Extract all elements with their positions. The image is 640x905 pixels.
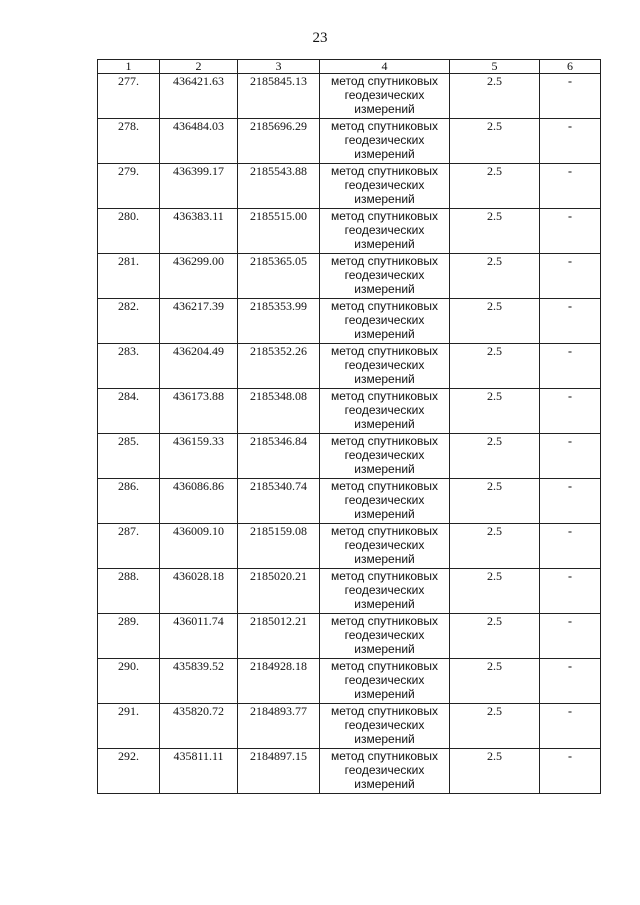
y-coordinate-cell: 2185348.08 bbox=[238, 389, 320, 434]
y-coordinate-cell: 2185353.99 bbox=[238, 299, 320, 344]
method-cell bbox=[320, 254, 450, 299]
table-row bbox=[98, 479, 601, 524]
method-line: геодезических bbox=[344, 493, 425, 507]
table-row bbox=[98, 569, 601, 614]
note-cell: - bbox=[540, 479, 601, 524]
method-line: метод спутниковых bbox=[330, 254, 438, 268]
method-line: геодезических bbox=[344, 448, 425, 462]
coordinates-table bbox=[97, 59, 601, 794]
note-cell: - bbox=[540, 434, 601, 479]
point-number-cell: 280. bbox=[98, 209, 160, 254]
column-header: 4 bbox=[320, 60, 450, 74]
method-line: измерений bbox=[354, 507, 415, 521]
point-number-cell: 279. bbox=[98, 164, 160, 209]
method-line: метод спутниковых bbox=[330, 479, 438, 493]
method-line: геодезических bbox=[344, 133, 425, 147]
point-number-cell: 290. bbox=[98, 659, 160, 704]
accuracy-cell: 2.5 bbox=[450, 749, 540, 794]
table-row bbox=[98, 704, 601, 749]
method-cell bbox=[320, 434, 450, 479]
method-cell bbox=[320, 209, 450, 254]
y-coordinate-cell: 2184928.18 bbox=[238, 659, 320, 704]
point-number-cell: 285. bbox=[98, 434, 160, 479]
x-coordinate-cell: 435811.11 bbox=[160, 749, 238, 794]
note-cell: - bbox=[540, 524, 601, 569]
method-cell bbox=[320, 749, 450, 794]
y-coordinate-cell: 2185845.13 bbox=[238, 74, 320, 119]
method-cell bbox=[320, 389, 450, 434]
method-cell bbox=[320, 299, 450, 344]
x-coordinate-cell: 435839.52 bbox=[160, 659, 238, 704]
method-line: геодезических bbox=[344, 358, 425, 372]
table-row bbox=[98, 299, 601, 344]
method-line: геодезических bbox=[344, 538, 425, 552]
point-number-cell: 288. bbox=[98, 569, 160, 614]
accuracy-cell: 2.5 bbox=[450, 479, 540, 524]
accuracy-cell: 2.5 bbox=[450, 614, 540, 659]
method-line: измерений bbox=[354, 687, 415, 701]
method-line: измерений bbox=[354, 147, 415, 161]
note-cell: - bbox=[540, 569, 601, 614]
accuracy-cell: 2.5 bbox=[450, 254, 540, 299]
table-row bbox=[98, 614, 601, 659]
table-row bbox=[98, 119, 601, 164]
method-line: измерений bbox=[354, 642, 415, 656]
x-coordinate-cell: 436399.17 bbox=[160, 164, 238, 209]
column-header: 2 bbox=[160, 60, 238, 74]
note-cell: - bbox=[540, 614, 601, 659]
method-line: геодезических bbox=[344, 268, 425, 282]
method-line: метод спутниковых bbox=[330, 524, 438, 538]
table-row bbox=[98, 344, 601, 389]
y-coordinate-cell: 2184893.77 bbox=[238, 704, 320, 749]
method-cell bbox=[320, 164, 450, 209]
x-coordinate-cell: 436086.86 bbox=[160, 479, 238, 524]
table-row bbox=[98, 254, 601, 299]
y-coordinate-cell: 2185020.21 bbox=[238, 569, 320, 614]
note-cell: - bbox=[540, 74, 601, 119]
table-row bbox=[98, 74, 601, 119]
y-coordinate-cell: 2185696.29 bbox=[238, 119, 320, 164]
table-row bbox=[98, 659, 601, 704]
note-cell: - bbox=[540, 389, 601, 434]
method-line: геодезических bbox=[344, 178, 425, 192]
method-line: метод спутниковых bbox=[330, 209, 438, 223]
method-line: геодезических bbox=[344, 583, 425, 597]
accuracy-cell: 2.5 bbox=[450, 569, 540, 614]
y-coordinate-cell: 2184897.15 bbox=[238, 749, 320, 794]
x-coordinate-cell: 436011.74 bbox=[160, 614, 238, 659]
accuracy-cell: 2.5 bbox=[450, 74, 540, 119]
accuracy-cell: 2.5 bbox=[450, 209, 540, 254]
method-cell bbox=[320, 74, 450, 119]
note-cell: - bbox=[540, 704, 601, 749]
method-line: метод спутниковых bbox=[330, 74, 438, 88]
accuracy-cell: 2.5 bbox=[450, 119, 540, 164]
point-number-cell: 282. bbox=[98, 299, 160, 344]
point-number-cell: 283. bbox=[98, 344, 160, 389]
y-coordinate-cell: 2185340.74 bbox=[238, 479, 320, 524]
table-row bbox=[98, 209, 601, 254]
method-cell bbox=[320, 659, 450, 704]
method-line: измерений bbox=[354, 462, 415, 476]
note-cell: - bbox=[540, 299, 601, 344]
point-number-cell: 286. bbox=[98, 479, 160, 524]
method-line: метод спутниковых bbox=[330, 614, 438, 628]
point-number-cell: 281. bbox=[98, 254, 160, 299]
method-line: метод спутниковых bbox=[330, 299, 438, 313]
note-cell: - bbox=[540, 659, 601, 704]
method-line: метод спутниковых bbox=[330, 344, 438, 358]
method-line: геодезических bbox=[344, 313, 425, 327]
method-line: метод спутниковых bbox=[330, 569, 438, 583]
y-coordinate-cell: 2185159.08 bbox=[238, 524, 320, 569]
method-line: геодезических bbox=[344, 403, 425, 417]
method-line: метод спутниковых bbox=[330, 164, 438, 178]
method-line: измерений bbox=[354, 552, 415, 566]
point-number-cell: 277. bbox=[98, 74, 160, 119]
x-coordinate-cell: 436028.18 bbox=[160, 569, 238, 614]
column-header: 1 bbox=[98, 60, 160, 74]
point-number-cell: 292. bbox=[98, 749, 160, 794]
method-line: измерений bbox=[354, 777, 415, 791]
column-header: 6 bbox=[540, 60, 601, 74]
method-line: метод спутниковых bbox=[330, 749, 438, 763]
x-coordinate-cell: 436383.11 bbox=[160, 209, 238, 254]
method-cell bbox=[320, 479, 450, 524]
x-coordinate-cell: 436484.03 bbox=[160, 119, 238, 164]
method-cell bbox=[320, 569, 450, 614]
table-row bbox=[98, 164, 601, 209]
method-line: измерений bbox=[354, 597, 415, 611]
x-coordinate-cell: 436204.49 bbox=[160, 344, 238, 389]
accuracy-cell: 2.5 bbox=[450, 524, 540, 569]
x-coordinate-cell: 435820.72 bbox=[160, 704, 238, 749]
method-line: измерений bbox=[354, 327, 415, 341]
table-body bbox=[98, 74, 601, 794]
method-line: измерений bbox=[354, 192, 415, 206]
x-coordinate-cell: 436009.10 bbox=[160, 524, 238, 569]
method-line: измерений bbox=[354, 732, 415, 746]
method-cell bbox=[320, 614, 450, 659]
point-number-cell: 289. bbox=[98, 614, 160, 659]
method-line: измерений bbox=[354, 372, 415, 386]
method-line: измерений bbox=[354, 102, 415, 116]
note-cell: - bbox=[540, 119, 601, 164]
note-cell: - bbox=[540, 209, 601, 254]
y-coordinate-cell: 2185365.05 bbox=[238, 254, 320, 299]
y-coordinate-cell: 2185515.00 bbox=[238, 209, 320, 254]
accuracy-cell: 2.5 bbox=[450, 659, 540, 704]
accuracy-cell: 2.5 bbox=[450, 344, 540, 389]
method-line: измерений bbox=[354, 282, 415, 296]
method-line: геодезических bbox=[344, 628, 425, 642]
method-line: метод спутниковых bbox=[330, 659, 438, 673]
method-cell bbox=[320, 344, 450, 389]
method-cell bbox=[320, 524, 450, 569]
y-coordinate-cell: 2185346.84 bbox=[238, 434, 320, 479]
accuracy-cell: 2.5 bbox=[450, 434, 540, 479]
method-line: измерений bbox=[354, 417, 415, 431]
method-line: геодезических bbox=[344, 673, 425, 687]
method-line: метод спутниковых bbox=[330, 704, 438, 718]
x-coordinate-cell: 436159.33 bbox=[160, 434, 238, 479]
point-number-cell: 284. bbox=[98, 389, 160, 434]
y-coordinate-cell: 2185352.26 bbox=[238, 344, 320, 389]
method-line: геодезических bbox=[344, 223, 425, 237]
method-line: измерений bbox=[354, 237, 415, 251]
accuracy-cell: 2.5 bbox=[450, 389, 540, 434]
column-header: 3 bbox=[238, 60, 320, 74]
note-cell: - bbox=[540, 254, 601, 299]
method-line: геодезических bbox=[344, 88, 425, 102]
table-row bbox=[98, 749, 601, 794]
accuracy-cell: 2.5 bbox=[450, 299, 540, 344]
method-line: метод спутниковых bbox=[330, 119, 438, 133]
page-number: 23 bbox=[312, 30, 328, 46]
x-coordinate-cell: 436217.39 bbox=[160, 299, 238, 344]
table-row bbox=[98, 524, 601, 569]
x-coordinate-cell: 436421.63 bbox=[160, 74, 238, 119]
accuracy-cell: 2.5 bbox=[450, 704, 540, 749]
point-number-cell: 287. bbox=[98, 524, 160, 569]
x-coordinate-cell: 436173.88 bbox=[160, 389, 238, 434]
method-line: метод спутниковых bbox=[330, 389, 438, 403]
table-row bbox=[98, 389, 601, 434]
accuracy-cell: 2.5 bbox=[450, 164, 540, 209]
column-header: 5 bbox=[450, 60, 540, 74]
note-cell: - bbox=[540, 749, 601, 794]
method-line: геодезических bbox=[344, 763, 425, 777]
note-cell: - bbox=[540, 344, 601, 389]
note-cell: - bbox=[540, 164, 601, 209]
method-cell bbox=[320, 119, 450, 164]
point-number-cell: 291. bbox=[98, 704, 160, 749]
method-cell bbox=[320, 704, 450, 749]
method-line: метод спутниковых bbox=[330, 434, 438, 448]
y-coordinate-cell: 2185543.88 bbox=[238, 164, 320, 209]
point-number-cell: 278. bbox=[98, 119, 160, 164]
table-row bbox=[98, 434, 601, 479]
method-line: геодезических bbox=[344, 718, 425, 732]
table-header-row bbox=[98, 60, 601, 74]
y-coordinate-cell: 2185012.21 bbox=[238, 614, 320, 659]
x-coordinate-cell: 436299.00 bbox=[160, 254, 238, 299]
